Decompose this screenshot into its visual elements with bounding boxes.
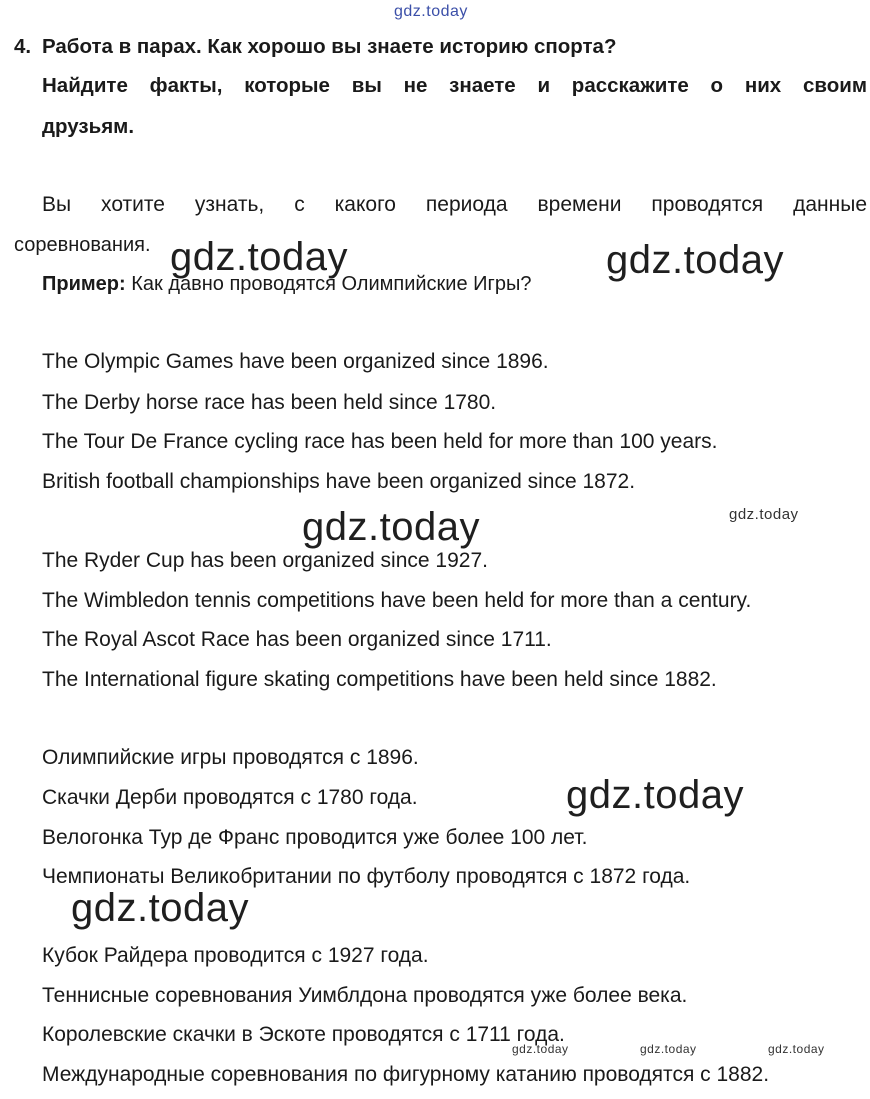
example-label: Пример: [42,273,126,295]
task-heading-line1 [14,35,616,59]
english-fact: The Olympic Games have been organized since 1896. [42,350,549,373]
russian-fact: Чемпионаты Великобритании по футболу проводятся с 1872 года. [42,865,691,888]
russian-fact: Кубок Райдера проводится с 1927 года. [42,944,429,967]
english-fact: British football championships have been organized since 1872. [42,470,636,493]
russian-fact: Международные соревнования по фигурному катанию проводятся с 1882. [42,1063,770,1086]
example-question: Как давно проводятся Олимпийские Игры? [125,273,532,295]
intro-line1: Вы хотите узнать, с какого периода времени проводятся данные [42,193,867,216]
watermark: gdz.today [170,235,348,279]
watermark: gdz.today [640,1042,697,1056]
english-fact: The Wimbledon tennis competitions have been held for more than a century. [42,589,752,612]
intro-line2: соревнования. [14,234,151,256]
watermark: gdz.today [729,506,799,523]
watermark: gdz.today [512,1042,569,1056]
watermark: gdz.today [302,505,480,549]
watermark: gdz.today [566,773,744,817]
russian-fact: Теннисные соревнования Уимблдона проводятся уже более века. [42,984,688,1007]
task-heading-line3: друзьям. [42,115,135,138]
english-fact: The Derby horse race has been held since 1780. [42,391,497,414]
task-title: Работа в парах. Как хорошо вы знаете историю спорта? [42,35,617,58]
watermark-top: gdz.today [394,3,468,20]
russian-fact: Скачки Дерби проводятся с 1780 года. [42,786,418,809]
english-fact: The Tour De France cycling race has been held for more than 100 years. [42,430,718,453]
english-fact: The Royal Ascot Race has been organized since 1711. [42,628,552,651]
watermark: gdz.today [71,886,249,930]
english-fact: The Ryder Cup has been organized since 1927. [42,549,488,572]
watermark: gdz.today [606,238,784,282]
english-fact: The International figure skating competitions have been held since 1882. [42,668,717,691]
russian-fact: Велогонка Тур де Франс проводится уже более 100 лет. [42,826,588,849]
russian-fact: Олимпийские игры проводятся с 1896. [42,746,419,769]
watermark: gdz.today [768,1042,825,1056]
task-heading-line2: Найдите факты, которые вы не знаете и расскажите о них своим [42,74,867,97]
task-number: 4. [14,35,32,58]
russian-fact: Королевские скачки в Эскоте проводятся с 1711 года. [42,1023,565,1046]
